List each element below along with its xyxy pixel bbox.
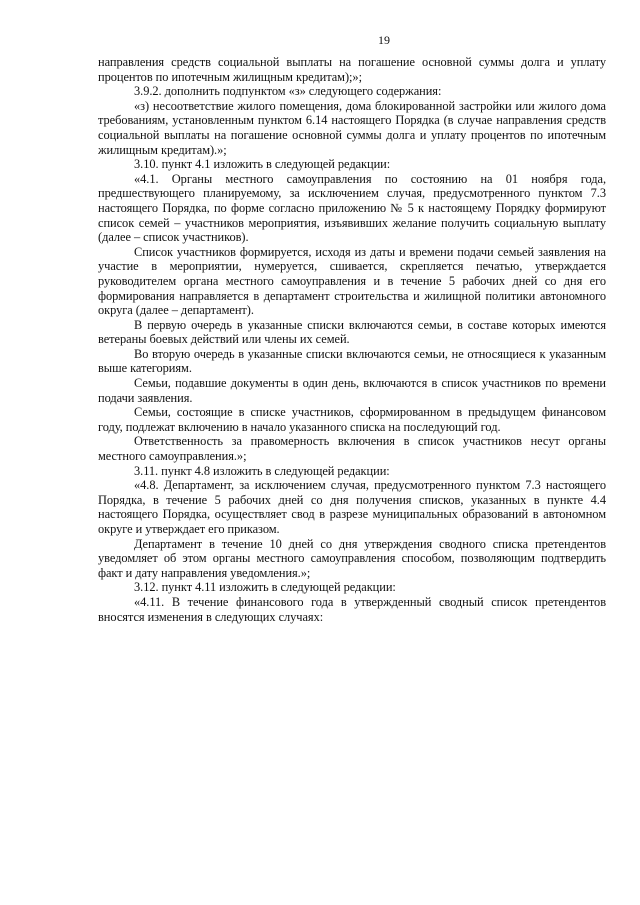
- page-number: 19: [378, 33, 390, 47]
- paragraph: «4.11. В течение финансового года в утвержденный сводный список претендентов вносятся изменения в следующих случаях:: [98, 594, 606, 624]
- paragraph: Департамент в течение 10 дней со дня утверждения сводного списка претендентов уведомляет об этом органы местного самоуправления способом, позволяющим подтвердить факт и дату направления уведомления.»;: [98, 536, 606, 580]
- paragraph: Семьи, подавшие документы в один день, включаются в список участников по времени подачи заявления.: [98, 376, 606, 405]
- paragraph: 3.10. пункт 4.1 изложить в следующей редакции:: [134, 157, 391, 172]
- paragraph: «з) несоответствие жилого помещения, дома блокированной застройки или жилого дома требованиям, установленным пунктом 6.14 настоящего Порядка (в случае направления средств социальной выплаты на погашение основной суммы долга и уплату процентов по ипотечным жилищным кредитам).»;: [98, 98, 606, 157]
- paragraph: Во вторую очередь в указанные списки включаются семьи, не относящиеся к указанным выше категориям.: [98, 346, 606, 376]
- paragraph: Список участников формируется, исходя из даты и времени подачи семьей заявления на участие в мероприятии, нумеруется, сшивается, скрепляется печатью, утверждается руководителем органа местного самоуправления и в течение 5 рабочих дней со дня его формирования направляется в департамент строительства и жилищной политики автономного округа (далее – департамент).: [98, 244, 606, 318]
- paragraph: Семьи, состоящие в списке участников, сформированном в предыдущем финансовом году, подлежат включению в начало указанного списка на последующий год.: [98, 405, 606, 434]
- paragraph: 3.11. пункт 4.8 изложить в следующей редакции:: [134, 463, 390, 478]
- paragraph: направления средств социальной выплаты на погашение основной суммы долга и уплату процентов по ипотечным жилищным кредитам);»;: [98, 55, 606, 84]
- paragraph: В первую очередь в указанные списки включаются семьи, в составе которых имеются ветераны боевых действий или члены их семей.: [98, 317, 606, 347]
- paragraph: «4.1. Органы местного самоуправления по состоянию на 01 ноября года, предшествующего планируемому, за исключением случая, предусмотренного пунктом 7.3 настоящего Порядка, по форме согласно приложению № 5 к настоящему Порядку формируют список семей – участников мероприятия, изъявивших желание получить социальную выплату (далее – список участников).: [98, 171, 606, 245]
- paragraph: Ответственность за правомерность включения в список участников несут органы местного самоуправления.»;: [98, 434, 606, 464]
- paragraph: «4.8. Департамент, за исключением случая, предусмотренного пунктом 7.3 настоящего Порядка, в течение 5 рабочих дней со дня получения списков, указанных в пункте 4.4 настоящего Порядка, осуществляет свод в разрезе муниципальных образований в автономном округе и утверждает его приказом.: [98, 478, 606, 536]
- paragraph: 3.9.2. дополнить подпунктом «з» следующего содержания:: [134, 84, 442, 99]
- paragraph: 3.12. пункт 4.11 изложить в следующей редакции:: [134, 580, 396, 595]
- document-body: [98, 55, 606, 624]
